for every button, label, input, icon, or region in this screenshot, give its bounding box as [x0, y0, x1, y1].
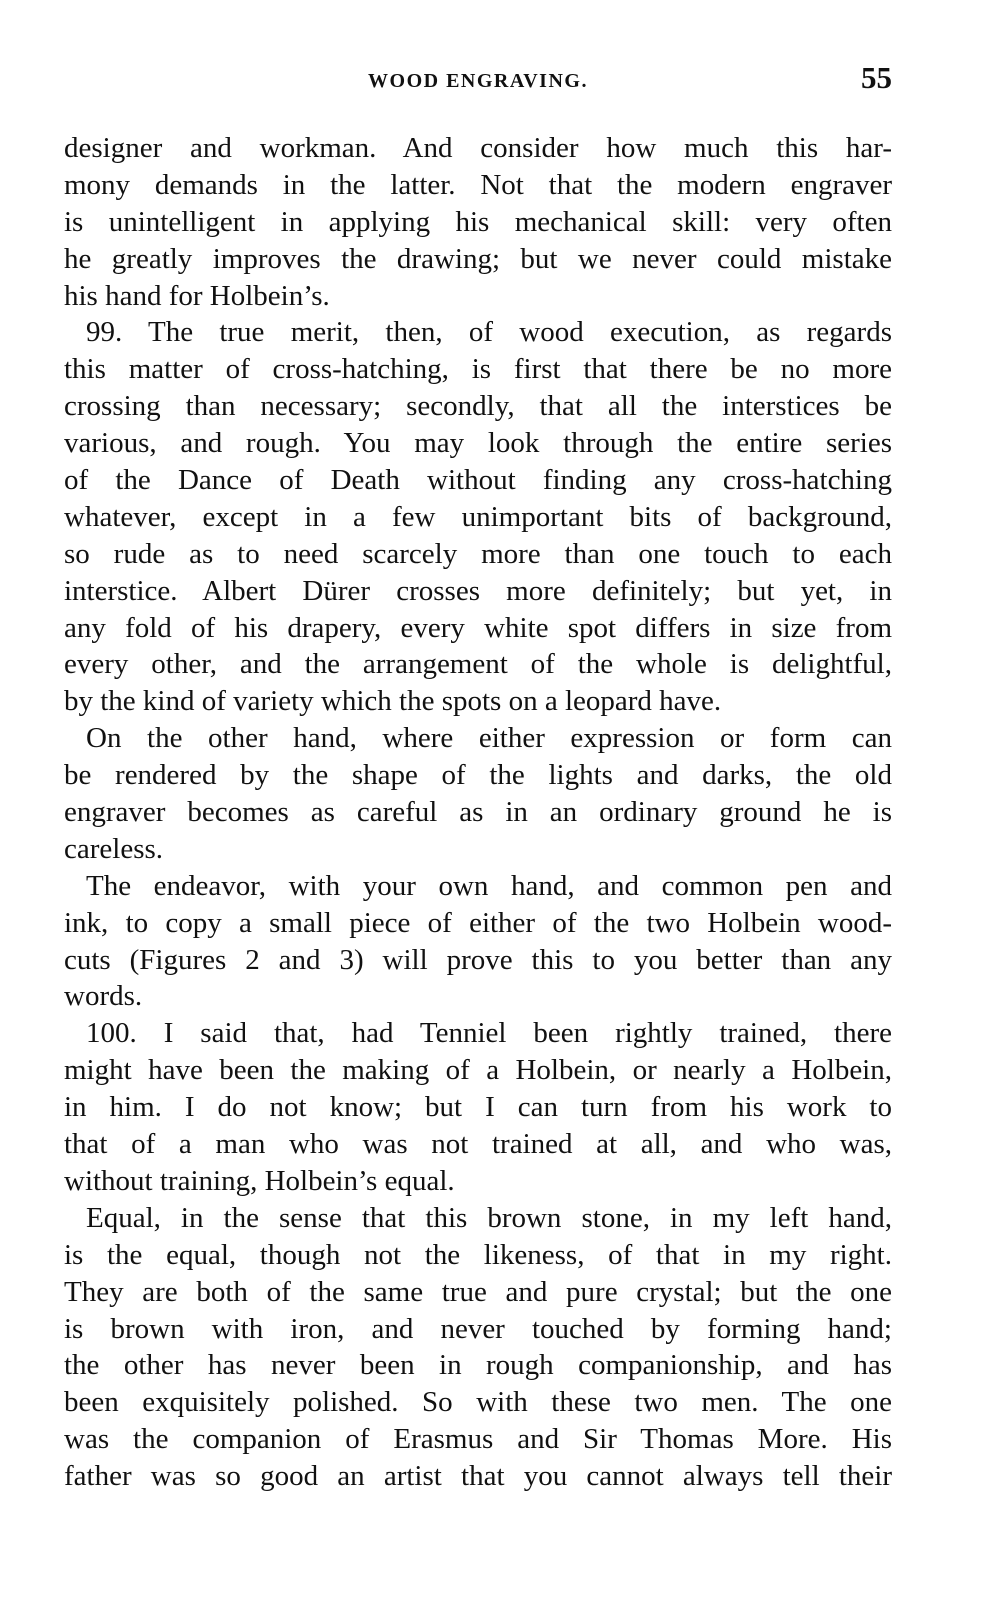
paragraph-start-line: 100. I said that, had Tenniel been rightly trained, there	[86, 1017, 892, 1050]
text-line: ink, to copy a small piece of either of the two Holbein wood-	[64, 906, 892, 939]
text-line: that of a man who was not trained at all, and who was,	[64, 1128, 892, 1161]
text-line: mony demands in the latter. Not that the modern engraver	[64, 168, 892, 201]
text-line: careless.	[64, 832, 164, 865]
paragraph-start-line: The endeavor, with your own hand, and common pen and	[86, 869, 892, 902]
text-line: so rude as to need scarcely more than one touch to each	[64, 537, 892, 570]
body-text	[64, 130, 892, 1495]
paragraph-start-line: Equal, in the sense that this brown stone, in my left hand,	[86, 1201, 892, 1234]
paragraph-start-line: 99. The true merit, then, of wood execution, as regards	[86, 316, 892, 349]
text-line: cuts (Figures 2 and 3) will prove this to you better than any	[64, 943, 892, 976]
page-number: 55	[861, 60, 892, 95]
text-line: various, and rough. You may look through the entire series	[64, 427, 892, 460]
text-line: crossing than necessary; secondly, that all the interstices be	[64, 390, 892, 423]
text-line: been exquisitely polished. So with these two men. The one	[64, 1386, 892, 1419]
text-line: any fold of his drapery, every white spot differs in size from	[64, 611, 892, 644]
text-line: They are both of the same true and pure crystal; but the one	[64, 1275, 892, 1308]
text-line: is the equal, though not the likeness, of that in my right.	[64, 1238, 892, 1271]
text-line: was the companion of Erasmus and Sir Thomas More. His	[64, 1423, 892, 1456]
text-line: is unintelligent in applying his mechanical skill: very often	[64, 205, 892, 238]
text-line: every other, and the arrangement of the whole is delightful,	[64, 648, 892, 681]
text-line: be rendered by the shape of the lights and darks, the old	[64, 759, 892, 792]
text-line: his hand for Holbein’s.	[64, 279, 330, 312]
text-line: without training, Holbein’s equal.	[64, 1164, 455, 1197]
text-line: father was so good an artist that you cannot always tell their	[64, 1460, 892, 1493]
text-line: this matter of cross-hatching, is first that there be no more	[64, 353, 892, 386]
text-line: designer and workman. And consider how much this har-	[64, 132, 892, 164]
text-line: interstice. Albert Dürer crosses more definitely; but yet, in	[64, 574, 892, 607]
text-line: might have been the making of a Holbein, or nearly a Holbein,	[64, 1054, 892, 1087]
text-line: whatever, except in a few unimportant bits of background,	[64, 500, 892, 533]
text-line: is brown with iron, and never touched by forming hand;	[64, 1312, 892, 1345]
text-line: of the Dance of Death without finding any cross-hatching	[64, 464, 892, 497]
text-line: words.	[64, 980, 143, 1013]
running-title: WOOD ENGRAVING.	[368, 70, 588, 92]
text-line: the other has never been in rough companionship, and has	[64, 1349, 892, 1382]
text-line: engraver becomes as careful as in an ordinary ground he is	[64, 796, 892, 829]
paragraph-start-line: On the other hand, where either expression or form can	[86, 722, 892, 755]
text-line: he greatly improves the drawing; but we never could mistake	[64, 242, 892, 275]
text-line: by the kind of variety which the spots on a leopard have.	[64, 685, 722, 718]
text-line: in him. I do not know; but I can turn from his work to	[64, 1091, 892, 1124]
running-head	[64, 60, 892, 100]
